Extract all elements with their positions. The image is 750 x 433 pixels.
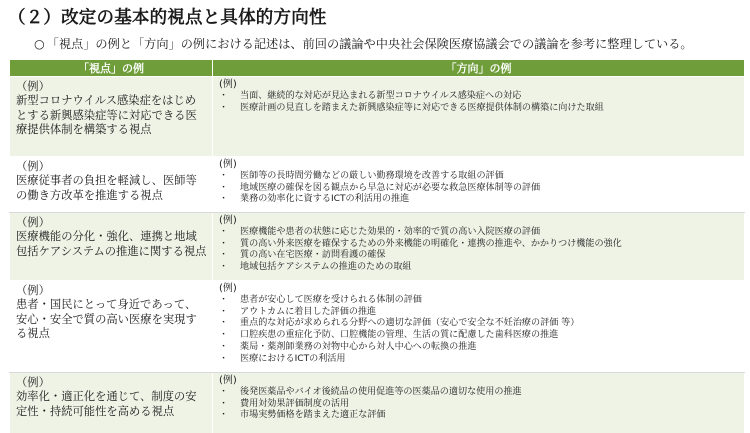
viewpoint-cell bbox=[10, 281, 213, 373]
header-direction: 「方向」の例 bbox=[213, 60, 745, 77]
page-title: （２）改定の基本的視点と具体的方向性 bbox=[8, 8, 327, 28]
list-item: ・ 重点的な対応が求められる分野への適切な評価（安心で安全な不妊治療の評価 等） bbox=[219, 318, 740, 330]
circle-bullet-icon: ○ bbox=[34, 37, 45, 51]
viewpoint-text: 医療従事者の負担を軽減し、医師等の働き方改革を推進する視点 bbox=[16, 174, 197, 202]
list-item: ・ 後発医薬品やバイオ後続品の使用促進等の医薬品の適切な使用の推進 bbox=[219, 387, 740, 399]
intro-text: 「視点」の例と「方向」の例における記述は、前回の議論や中央社会保険医療協議会での議論を参考に整理している。 bbox=[46, 37, 693, 51]
list-item: ・ 地域医療の確保を図る観点から早急に対応が必要な救急医療体制等の評価 bbox=[219, 183, 740, 195]
table-row bbox=[10, 77, 745, 157]
example-label: （例） bbox=[16, 80, 50, 93]
viewpoint-cell bbox=[10, 213, 213, 281]
example-label: (例) bbox=[219, 79, 237, 90]
table-row bbox=[10, 373, 745, 433]
direction-list bbox=[219, 295, 740, 366]
list-item: ・ 費用対効果評価制度の活用 bbox=[219, 399, 740, 411]
direction-list bbox=[219, 171, 740, 206]
example-label: （例） bbox=[16, 376, 50, 389]
list-item: ・ 質の高い外来医療を確保するための外来機能の明確化・連携の推進や、かかりつけ機能の強化 bbox=[219, 239, 740, 251]
example-label: （例） bbox=[16, 160, 50, 173]
list-item: ・ 医療計画の見直しを踏まえた新興感染症等に対応できる医療提供体制の構築に向けた取組 bbox=[219, 103, 740, 115]
example-label: (例) bbox=[219, 375, 237, 386]
example-label: （例） bbox=[16, 216, 50, 229]
table-row bbox=[10, 157, 745, 213]
list-item: ・ 口腔疾患の重症化予防、口腔機能の管理、生活の質に配慮した歯科医療の推進 bbox=[219, 330, 740, 342]
list-item: ・ 薬局・薬剤師業務の対物中心から対人中心への転換の推進 bbox=[219, 342, 740, 354]
direction-cell bbox=[213, 213, 745, 281]
table-row bbox=[10, 213, 745, 281]
direction-cell bbox=[213, 281, 745, 373]
list-item: ・ 医師等の長時間労働などの厳しい勤務環境を改善する取組の評価 bbox=[219, 171, 740, 183]
viewpoint-cell bbox=[10, 77, 213, 157]
example-label: （例） bbox=[16, 284, 50, 297]
viewpoint-direction-table bbox=[9, 59, 745, 433]
direction-list bbox=[219, 387, 740, 422]
direction-cell bbox=[213, 373, 745, 433]
intro-note bbox=[34, 35, 693, 52]
viewpoint-text: 医療機能の分化・強化、連携と地域包括ケアシステムの推進に関する視点 bbox=[16, 230, 207, 258]
list-item: ・ 医療におけるICTの利活用 bbox=[219, 354, 740, 366]
direction-list bbox=[219, 91, 740, 115]
viewpoint-text: 効率化・適正化を通じて、制度の安定性・持続可能性を高める視点 bbox=[16, 390, 197, 418]
example-label: (例) bbox=[219, 215, 237, 226]
direction-cell bbox=[213, 77, 745, 157]
list-item: ・ 当面、継続的な対応が見込まれる新型コロナウイルス感染症への対応 bbox=[219, 91, 740, 103]
direction-cell bbox=[213, 157, 745, 213]
list-item: ・ 質の高い在宅医療・訪問看護の確保 bbox=[219, 250, 740, 262]
example-label: (例) bbox=[219, 283, 237, 294]
list-item: ・ アウトカムに着目した評価の推進 bbox=[219, 307, 740, 319]
viewpoint-text: 新型コロナウイルス感染症をはじめとする新興感染症等に対応できる医療提供体制を構築する視点 bbox=[16, 94, 197, 137]
viewpoint-cell bbox=[10, 157, 213, 213]
viewpoint-cell bbox=[10, 373, 213, 433]
viewpoint-text: 患者・国民にとって身近であって、安心・安全で質の高い医療を実現する視点 bbox=[16, 298, 197, 341]
list-item: ・ 医療機能や患者の状態に応じた効果的・効率的で質の高い入院医療の評価 bbox=[219, 227, 740, 239]
table-header-row bbox=[10, 60, 745, 77]
list-item: ・ 患者が安心して医療を受けられる体制の評価 bbox=[219, 295, 740, 307]
list-item: ・ 業務の効率化に資するICTの利活用の推進 bbox=[219, 194, 740, 206]
table-row bbox=[10, 281, 745, 373]
example-label: (例) bbox=[219, 159, 237, 170]
header-viewpoint: 「視点」の例 bbox=[10, 60, 213, 77]
list-item: ・ 市場実勢価格を踏まえた適正な評価 bbox=[219, 410, 740, 422]
direction-list bbox=[219, 227, 740, 274]
list-item: ・ 地域包括ケアシステムの推進のための取組 bbox=[219, 262, 740, 274]
